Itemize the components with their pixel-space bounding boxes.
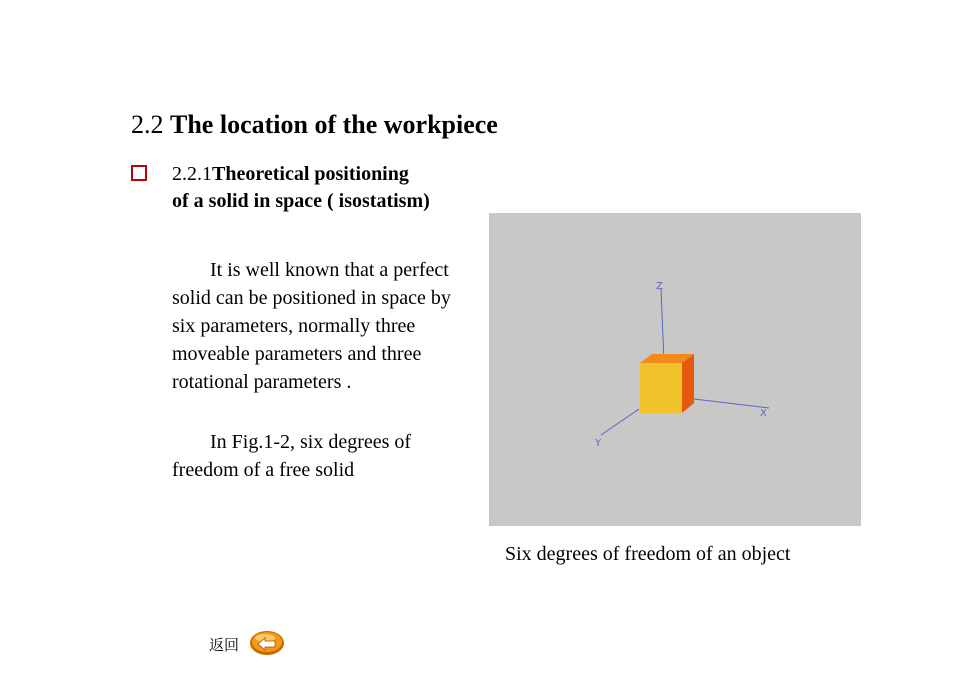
z-axis-line [661,288,664,363]
x-axis-label: X [760,408,767,419]
body-paragraph-2: In Fig.1-2, six degrees of freedom of a free solid [172,431,412,481]
y-axis-line [601,409,639,435]
six-dof-figure [489,213,861,526]
subsection-heading: 2.2.1Theoretical positioning of a solid in space ( isostatism) [172,163,430,212]
z-axis-label: Z [656,281,663,292]
y-axis-label: Y [595,438,602,449]
body-paragraph-1: It is well known that a perfect solid can be positioned in space by six parameters, normally three moveable parameters and three rotational parameters . [172,259,451,393]
return-arrow-icon[interactable] [247,628,291,658]
back-link-label[interactable]: 返回 [209,636,240,654]
page-title: 2.2 The location of the workpiece [131,110,498,139]
cube-side-face [682,354,694,413]
axes-cube-illustration [489,213,861,526]
bullet-square-icon [131,165,147,181]
figure-caption: Six degrees of freedom of an object [505,543,791,565]
cube-front-face [640,363,682,413]
x-axis-line [694,399,769,408]
